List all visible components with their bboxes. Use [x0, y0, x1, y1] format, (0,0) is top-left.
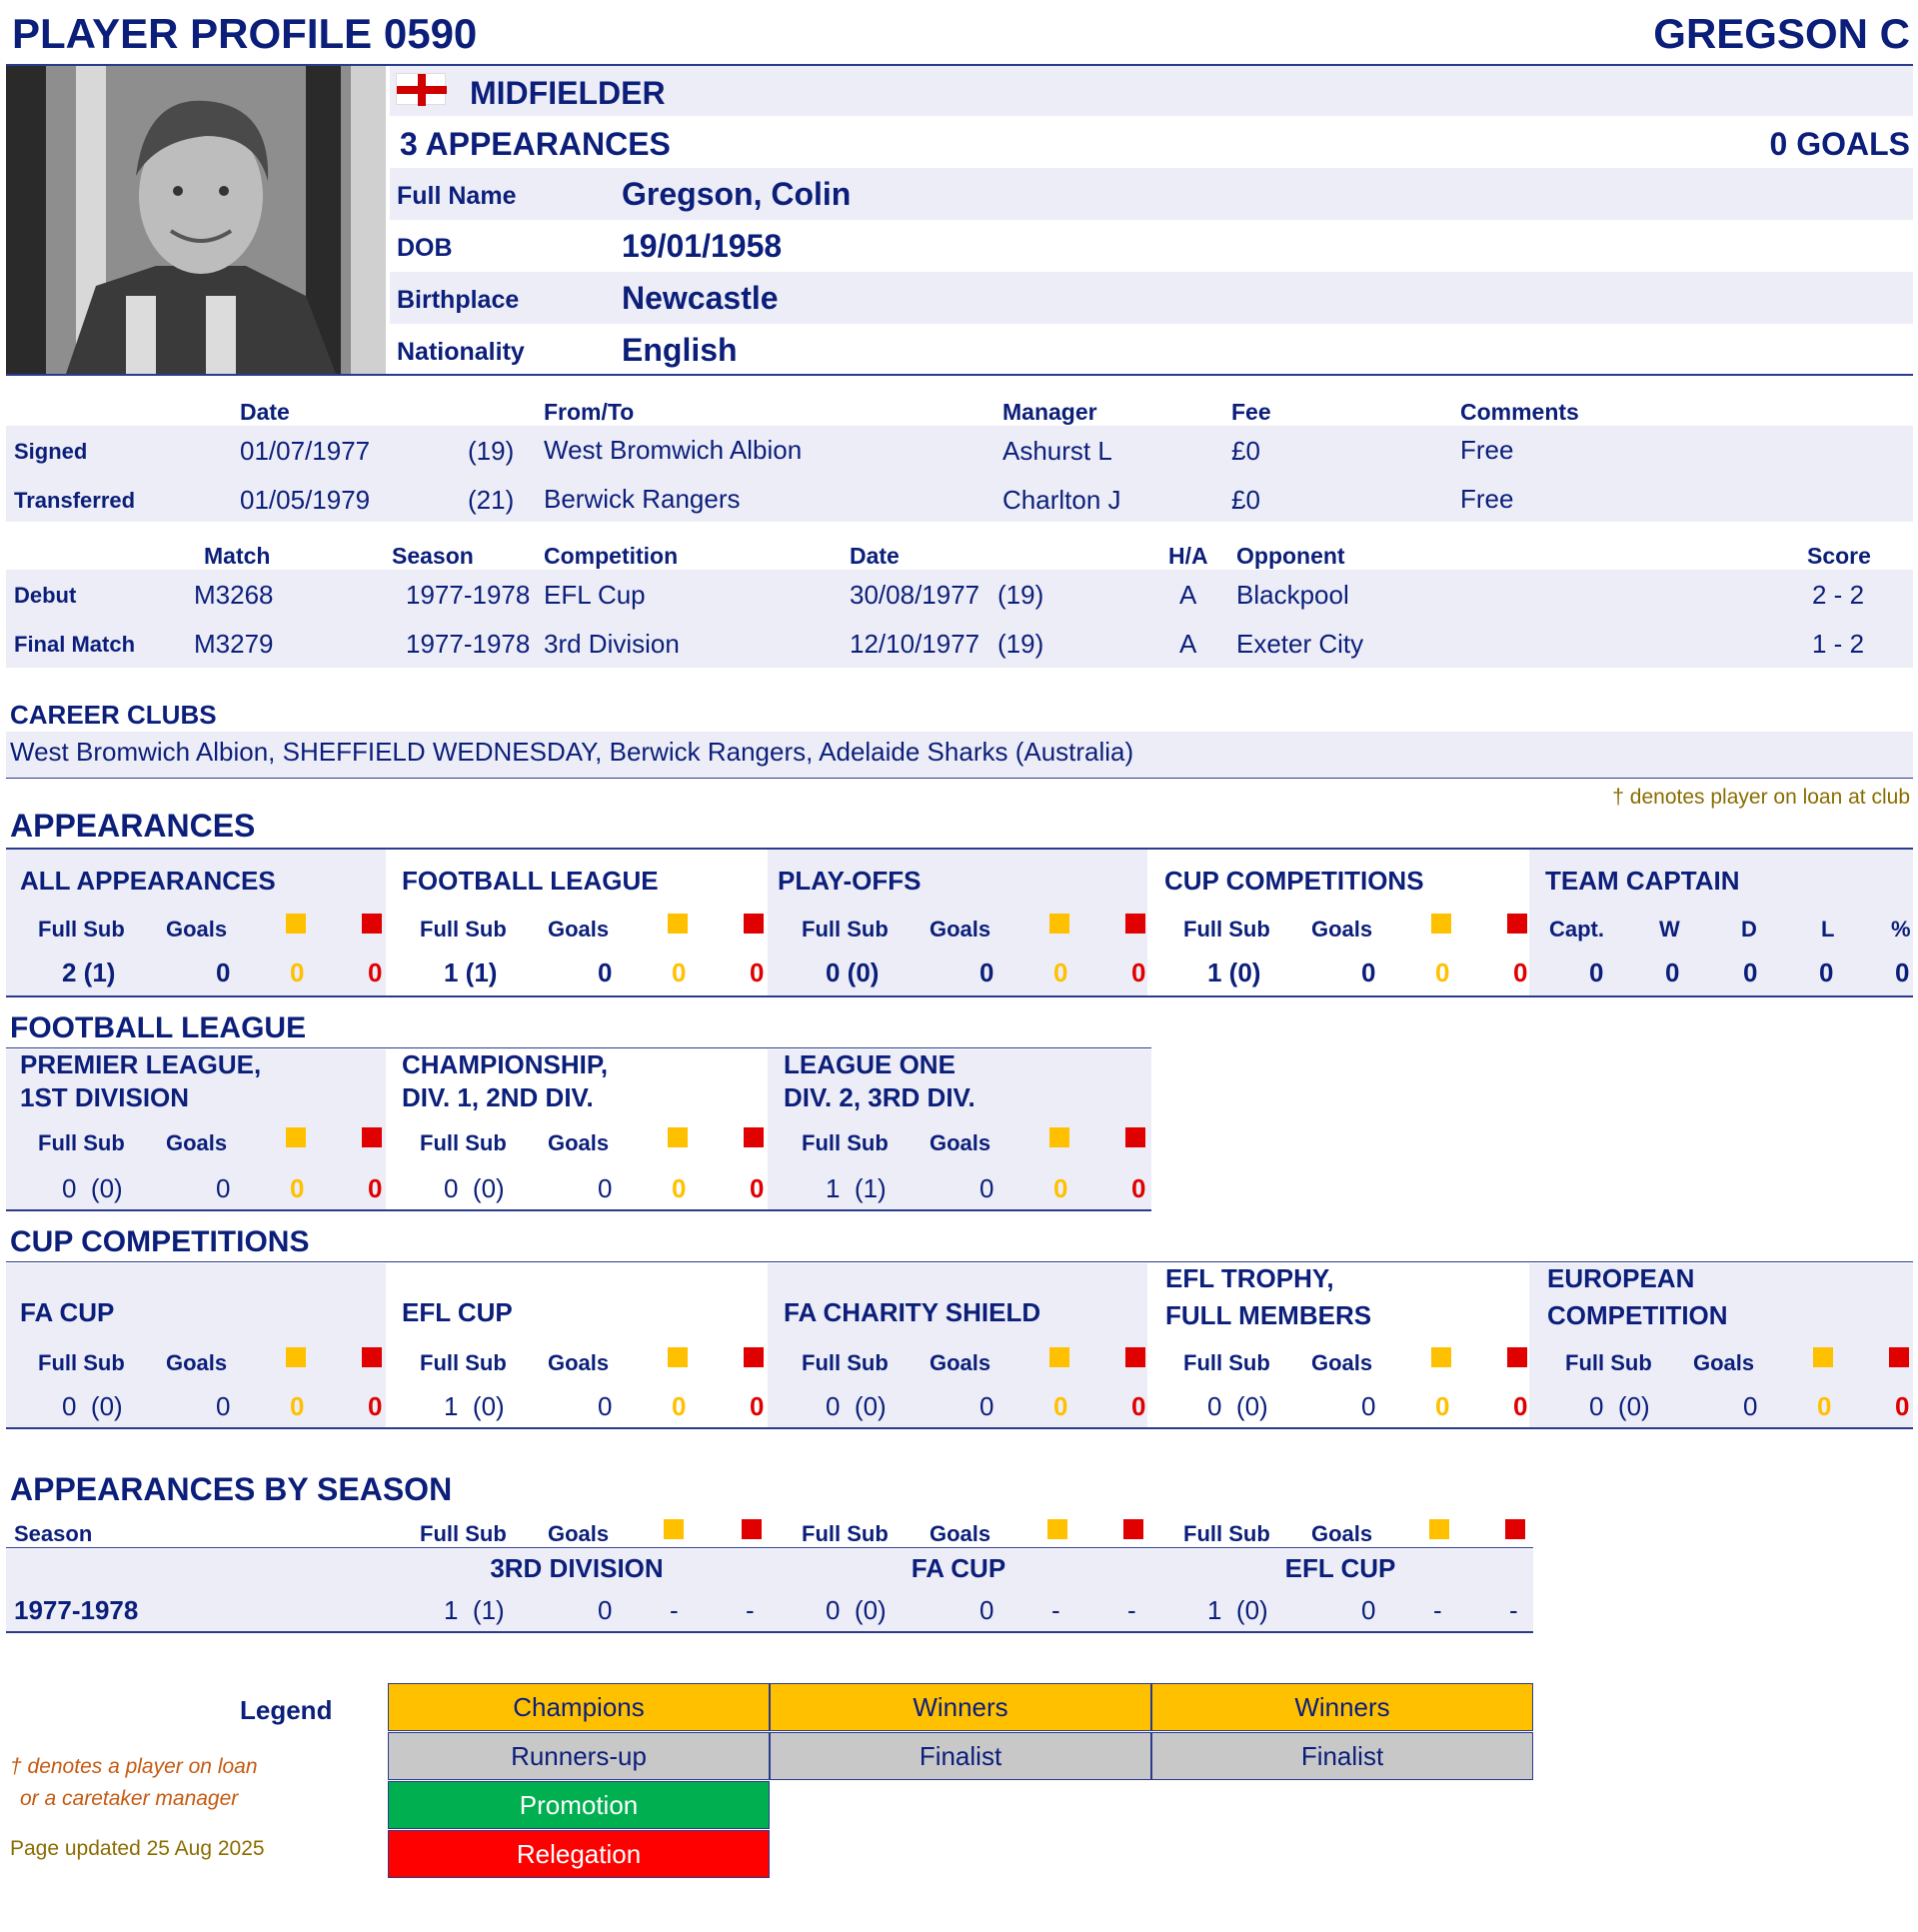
- yellow-card-icon: [668, 1127, 688, 1147]
- match-opponent: Exeter City: [1236, 629, 1364, 659]
- stat-red: 0: [368, 1173, 383, 1203]
- stat-yellow: 0: [1053, 958, 1068, 987]
- season-goals: 0: [1361, 1595, 1376, 1625]
- stat-fullsub: 0 (0): [826, 1391, 887, 1421]
- stat-fullsub: 0 (0): [1589, 1391, 1650, 1421]
- stat-yellow: 0: [290, 958, 305, 987]
- stat-fullsub: 1 (0): [1207, 958, 1261, 987]
- stat-fullsub: 0 (0): [444, 1173, 505, 1203]
- stat-goals: 0: [598, 1391, 613, 1421]
- red-card-icon: [744, 1347, 764, 1367]
- col-goals: Goals: [548, 1521, 610, 1546]
- yellow-card-icon: [1049, 1347, 1069, 1367]
- fl-panel-title: PREMIER LEAGUE,: [20, 1049, 262, 1079]
- football-league-title: FOOTBALL LEAGUE: [10, 1011, 307, 1044]
- transfer-age: (19): [468, 436, 515, 466]
- stat-fullsub: 1 (0): [444, 1391, 505, 1421]
- yellow-card-icon: [668, 914, 688, 934]
- legend-winners: Winners: [770, 1683, 1151, 1731]
- col-full-sub: Full Sub: [1183, 1350, 1270, 1375]
- fl-panel-title: DIV. 2, 3RD DIV.: [784, 1082, 975, 1112]
- stat-goals: 0: [598, 958, 613, 987]
- captain-header-pct: %: [1891, 917, 1911, 942]
- red-card-icon: [744, 1127, 764, 1147]
- col-goals: Goals: [1311, 1350, 1373, 1375]
- stat-yellow: 0: [1053, 1173, 1068, 1203]
- stat-red: 0: [1513, 958, 1528, 987]
- appearances-total: 3 APPEARANCES: [400, 126, 671, 162]
- fl-panel-title: 1ST DIVISION: [20, 1082, 190, 1112]
- panel-title-captain: TEAM CAPTAIN: [1545, 866, 1740, 896]
- col-goals: Goals: [930, 1521, 991, 1546]
- transfer-header-comments: Comments: [1460, 399, 1579, 425]
- stat-yellow: 0: [1817, 1391, 1832, 1421]
- stat-goals: 0: [216, 1173, 231, 1203]
- player-name-header: GREGSON C: [1653, 10, 1910, 57]
- by-season-title: APPEARANCES BY SEASON: [10, 1471, 453, 1507]
- red-card-icon: [362, 1127, 382, 1147]
- stat-yellow: 0: [290, 1391, 305, 1421]
- stat-yellow: 0: [290, 1173, 305, 1203]
- stat-goals: 0: [1361, 958, 1376, 987]
- legend-runners-up: Runners-up: [388, 1732, 770, 1780]
- panel-title-playoffs: PLAY-OFFS: [778, 866, 922, 896]
- stat-goals: 0: [979, 1173, 994, 1203]
- stat-yellow: 0: [1435, 958, 1450, 987]
- stat-goals: 0: [598, 1173, 613, 1203]
- season-yellow: -: [1051, 1595, 1060, 1625]
- col-goals: Goals: [1311, 917, 1373, 942]
- stat-goals: 0: [216, 1391, 231, 1421]
- legend-promotion: Promotion: [388, 1781, 770, 1829]
- season-comp-header: 3RD DIVISION: [490, 1553, 664, 1583]
- transfer-date: 01/07/1977: [240, 436, 371, 466]
- transfer-age: (21): [468, 485, 515, 515]
- captain-value-w: 0: [1665, 958, 1680, 987]
- yellow-card-icon: [1813, 1347, 1833, 1367]
- transfer-header-manager: Manager: [1002, 399, 1097, 425]
- col-full-sub: Full Sub: [802, 1130, 889, 1155]
- stat-red: 0: [1131, 958, 1146, 987]
- stat-fullsub: 2 (1): [62, 958, 116, 987]
- col-full-sub: Full Sub: [802, 917, 889, 942]
- cup-panel-title: COMPETITION: [1547, 1300, 1728, 1330]
- match-score: 2 - 2: [1812, 580, 1865, 610]
- match-season: 1977-1978: [406, 580, 531, 610]
- detail-label-nationality: Nationality: [397, 338, 525, 366]
- season-goals: 0: [598, 1595, 613, 1625]
- match-age: (19): [997, 629, 1044, 659]
- match-ha: A: [1179, 629, 1197, 659]
- season-red: -: [1509, 1595, 1518, 1625]
- season-red: -: [1127, 1595, 1136, 1625]
- season-header: Season: [14, 1521, 93, 1546]
- detail-label-dob: DOB: [397, 234, 453, 262]
- season-fullsub: 0 (0): [826, 1595, 887, 1625]
- captain-header-capt: Capt.: [1549, 917, 1604, 942]
- red-card-icon: [1125, 1347, 1145, 1367]
- col-full-sub: Full Sub: [420, 917, 507, 942]
- stat-yellow: 0: [672, 1173, 687, 1203]
- season-comp-header: FA CUP: [911, 1553, 1006, 1583]
- stat-red: 0: [1131, 1173, 1146, 1203]
- col-goals: Goals: [1311, 1521, 1373, 1546]
- detail-label-birthplace: Birthplace: [397, 286, 520, 314]
- yellow-card-icon: [1429, 1519, 1449, 1539]
- cup-panel-title: FULL MEMBERS: [1165, 1300, 1372, 1330]
- stat-yellow: 0: [1053, 1391, 1068, 1421]
- red-card-icon: [362, 1347, 382, 1367]
- col-goals: Goals: [166, 1130, 228, 1155]
- stat-fullsub: 1 (1): [826, 1173, 887, 1203]
- yellow-card-icon: [1431, 914, 1451, 934]
- stat-fullsub: 0 (0): [1207, 1391, 1268, 1421]
- season-comp-header: EFL CUP: [1284, 1553, 1396, 1583]
- page-updated: Page updated 25 Aug 2025: [10, 1837, 265, 1860]
- stat-yellow: 0: [1435, 1391, 1450, 1421]
- career-clubs-list: West Bromwich Albion, SHEFFIELD WEDNESDAY, Berwick Rangers, Adelaide Sharks (Australia): [10, 737, 1134, 767]
- transfer-header-fee: Fee: [1231, 399, 1271, 425]
- captain-header-d: D: [1741, 917, 1757, 942]
- season-row-label: 1977-1978: [14, 1595, 139, 1625]
- cup-panel-title: FA CUP: [20, 1297, 115, 1327]
- red-card-icon: [362, 914, 382, 934]
- yellow-card-icon: [668, 1347, 688, 1367]
- match-label-debut: Debut: [14, 583, 77, 608]
- match-score: 1 - 2: [1812, 629, 1865, 659]
- col-full-sub: Full Sub: [802, 1521, 889, 1546]
- player-photo: [6, 66, 386, 374]
- transfer-header-fromto: From/To: [544, 399, 635, 425]
- col-goals: Goals: [548, 917, 610, 942]
- stat-fullsub: 0 (0): [62, 1173, 123, 1203]
- col-full-sub: Full Sub: [38, 1350, 125, 1375]
- col-goals: Goals: [166, 1350, 228, 1375]
- stat-yellow: 0: [672, 958, 687, 987]
- legend-finalist: Finalist: [770, 1732, 1151, 1780]
- match-header-date: Date: [850, 543, 900, 569]
- captain-value-pct: 0: [1895, 958, 1910, 987]
- match-header-match: Match: [204, 543, 271, 569]
- captain-header-l: L: [1821, 917, 1835, 942]
- yellow-card-icon: [664, 1519, 684, 1539]
- transfer-manager: Ashurst L: [1002, 436, 1112, 466]
- stat-red: 0: [1895, 1391, 1910, 1421]
- legend-winners: Winners: [1151, 1683, 1533, 1731]
- red-card-icon: [742, 1519, 762, 1539]
- stat-red: 0: [750, 1173, 765, 1203]
- career-clubs-title: CAREER CLUBS: [10, 700, 217, 730]
- stat-red: 0: [750, 958, 765, 987]
- match-header-season: Season: [392, 543, 474, 569]
- match-id: M3268: [194, 580, 274, 610]
- season-fullsub: 1 (0): [1207, 1595, 1268, 1625]
- match-season: 1977-1978: [406, 629, 531, 659]
- col-full-sub: Full Sub: [420, 1521, 507, 1546]
- captain-header-w: W: [1659, 917, 1680, 942]
- legend-champions: Champions: [388, 1683, 770, 1731]
- stat-red: 0: [368, 958, 383, 987]
- col-full-sub: Full Sub: [1183, 1521, 1270, 1546]
- legend-title: Legend: [240, 1695, 333, 1725]
- detail-label-fullname: Full Name: [397, 182, 517, 210]
- transfer-manager: Charlton J: [1002, 485, 1121, 515]
- fl-panel-title: LEAGUE ONE: [784, 1049, 956, 1079]
- yellow-card-icon: [1049, 1127, 1069, 1147]
- season-yellow: -: [670, 1595, 679, 1625]
- detail-value-dob: 19/01/1958: [622, 228, 783, 264]
- cup-panel-title: EUROPEAN: [1547, 1263, 1695, 1293]
- yellow-card-icon: [1047, 1519, 1067, 1539]
- col-full-sub: Full Sub: [420, 1350, 507, 1375]
- stat-red: 0: [1513, 1391, 1528, 1421]
- legend-note: or a caretaker manager: [20, 1787, 239, 1810]
- col-goals: Goals: [166, 917, 228, 942]
- legend-finalist: Finalist: [1151, 1732, 1533, 1780]
- col-full-sub: Full Sub: [1183, 917, 1270, 942]
- transfer-label-transferred: Transferred: [14, 488, 136, 513]
- detail-value-fullname: Gregson, Colin: [622, 176, 852, 212]
- transfer-comment: Free: [1460, 484, 1514, 514]
- match-label-final: Final Match: [14, 632, 136, 657]
- transfer-club: West Bromwich Albion: [544, 435, 803, 465]
- red-card-icon: [1505, 1519, 1525, 1539]
- col-goals: Goals: [930, 1350, 991, 1375]
- match-competition: 3rd Division: [544, 629, 680, 659]
- red-card-icon: [1507, 914, 1527, 934]
- transfer-date: 01/05/1979: [240, 485, 371, 515]
- transfer-fee: £0: [1231, 436, 1260, 466]
- loan-note: † denotes player on loan at club: [1612, 786, 1910, 809]
- stat-fullsub: 0 (0): [62, 1391, 123, 1421]
- england-flag-icon: [396, 73, 446, 105]
- panel-title-cups: CUP COMPETITIONS: [1164, 866, 1424, 896]
- cup-competitions-title: CUP COMPETITIONS: [10, 1225, 310, 1258]
- cup-panel-title: EFL TROPHY,: [1165, 1263, 1334, 1293]
- page-title: PLAYER PROFILE 0590: [12, 10, 478, 57]
- col-goals: Goals: [930, 917, 991, 942]
- detail-value-nationality: English: [622, 332, 738, 368]
- stat-goals: 0: [979, 1391, 994, 1421]
- season-red: -: [746, 1595, 755, 1625]
- stat-red: 0: [368, 1391, 383, 1421]
- season-goals: 0: [979, 1595, 994, 1625]
- transfer-fee: £0: [1231, 485, 1260, 515]
- red-card-icon: [1125, 1127, 1145, 1147]
- detail-value-birthplace: Newcastle: [622, 280, 779, 316]
- col-full-sub: Full Sub: [420, 1130, 507, 1155]
- col-goals: Goals: [1693, 1350, 1755, 1375]
- cup-panel-title: FA CHARITY SHIELD: [784, 1297, 1041, 1327]
- transfer-club: Berwick Rangers: [544, 484, 741, 514]
- yellow-card-icon: [286, 1347, 306, 1367]
- match-header-ha: H/A: [1168, 543, 1208, 569]
- season-yellow: -: [1433, 1595, 1442, 1625]
- yellow-card-icon: [286, 1127, 306, 1147]
- col-full-sub: Full Sub: [38, 1130, 125, 1155]
- stat-red: 0: [1131, 1391, 1146, 1421]
- col-full-sub: Full Sub: [38, 917, 125, 942]
- yellow-card-icon: [1049, 914, 1069, 934]
- transfer-header-date: Date: [240, 399, 290, 425]
- goals-total: 0 GOALS: [1769, 126, 1910, 162]
- transfer-label-signed: Signed: [14, 439, 88, 464]
- col-goals: Goals: [930, 1130, 991, 1155]
- fl-panel-title: DIV. 1, 2ND DIV.: [402, 1082, 594, 1112]
- captain-value-capt: 0: [1589, 958, 1604, 987]
- fl-panel-title: CHAMPIONSHIP,: [402, 1049, 609, 1079]
- panel-title-all: ALL APPEARANCES: [20, 866, 276, 896]
- cup-panel-title: EFL CUP: [402, 1297, 513, 1327]
- legend-note: † denotes a player on loan: [10, 1755, 258, 1778]
- captain-value-d: 0: [1743, 958, 1758, 987]
- col-goals: Goals: [548, 1350, 610, 1375]
- col-goals: Goals: [548, 1130, 610, 1155]
- red-card-icon: [1507, 1347, 1527, 1367]
- stat-fullsub: 0 (0): [826, 958, 880, 987]
- match-age: (19): [997, 580, 1044, 610]
- stat-red: 0: [750, 1391, 765, 1421]
- appearances-title: APPEARANCES: [10, 808, 256, 844]
- red-card-icon: [1889, 1347, 1909, 1367]
- match-header-opponent: Opponent: [1236, 543, 1345, 569]
- red-card-icon: [1125, 914, 1145, 934]
- red-card-icon: [1123, 1519, 1143, 1539]
- match-competition: EFL Cup: [544, 580, 646, 610]
- stat-fullsub: 1 (1): [444, 958, 498, 987]
- match-date: 12/10/1977: [850, 629, 980, 659]
- captain-value-l: 0: [1819, 958, 1834, 987]
- match-header-competition: Competition: [544, 543, 679, 569]
- stat-goals: 0: [1361, 1391, 1376, 1421]
- stat-goals: 0: [1743, 1391, 1758, 1421]
- match-ha: A: [1179, 580, 1197, 610]
- col-full-sub: Full Sub: [802, 1350, 889, 1375]
- stat-goals: 0: [216, 958, 231, 987]
- yellow-card-icon: [286, 914, 306, 934]
- red-card-icon: [744, 914, 764, 934]
- player-position: MIDFIELDER: [470, 75, 666, 111]
- col-full-sub: Full Sub: [1565, 1350, 1652, 1375]
- match-opponent: Blackpool: [1236, 580, 1349, 610]
- season-fullsub: 1 (1): [444, 1595, 505, 1625]
- panel-title-league: FOOTBALL LEAGUE: [402, 866, 659, 896]
- yellow-card-icon: [1431, 1347, 1451, 1367]
- match-header-score: Score: [1807, 543, 1871, 569]
- legend-relegation: Relegation: [388, 1830, 770, 1878]
- transfer-comment: Free: [1460, 435, 1514, 465]
- match-date: 30/08/1977: [850, 580, 980, 610]
- match-id: M3279: [194, 629, 274, 659]
- stat-yellow: 0: [672, 1391, 687, 1421]
- stat-goals: 0: [979, 958, 994, 987]
